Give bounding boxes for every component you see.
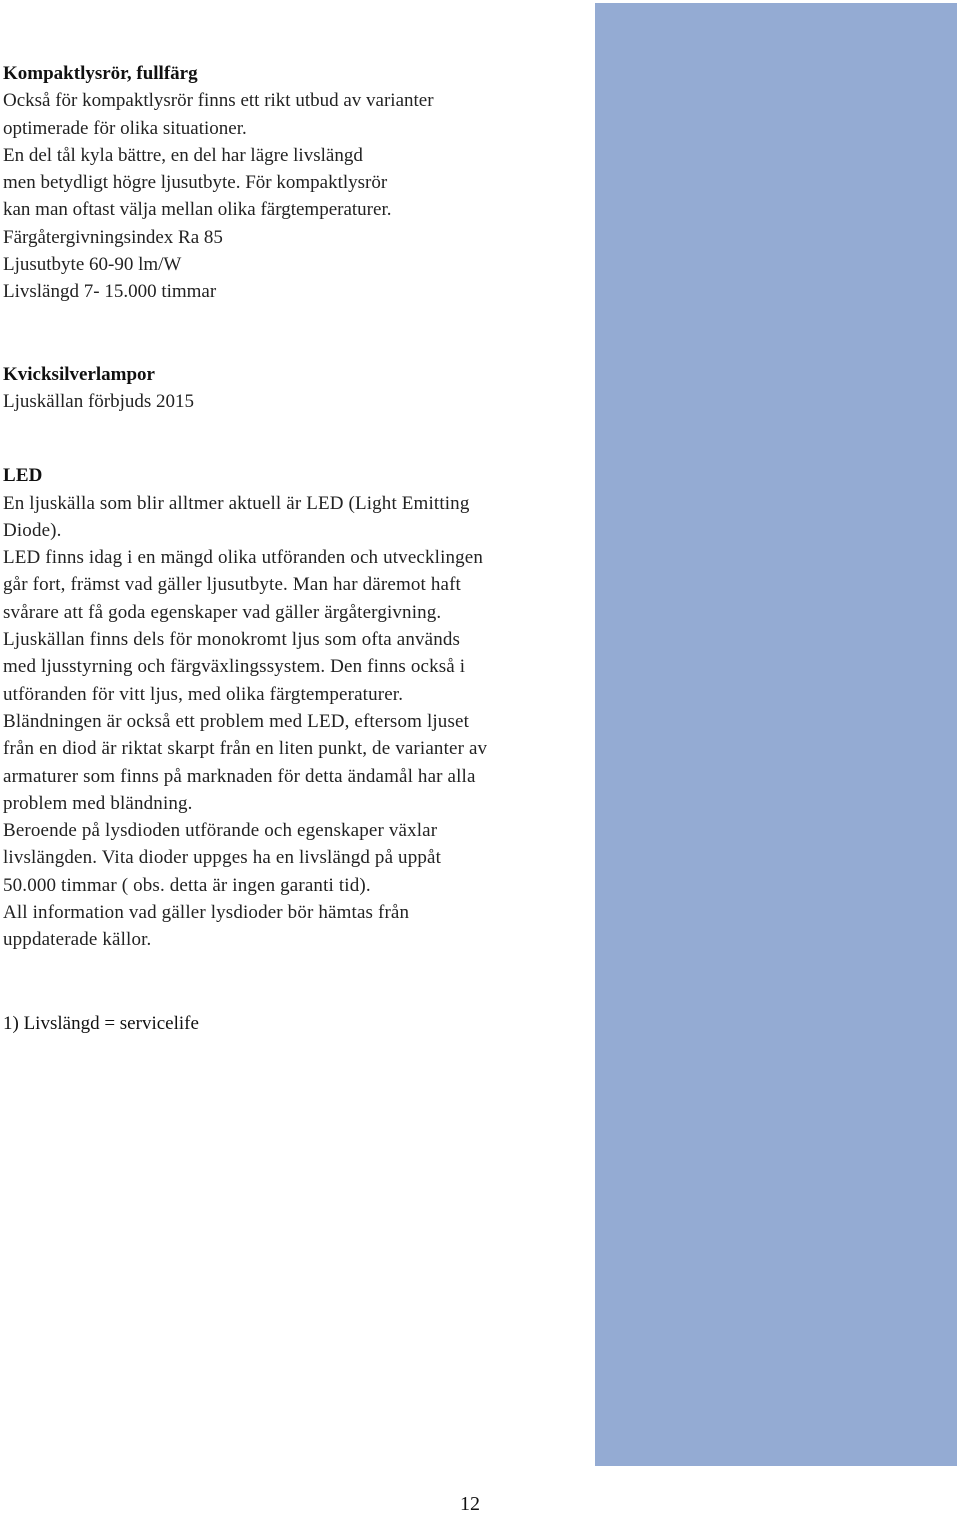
paragraph-line: En del tål kyla bättre, en del har lägre livslängd <box>3 144 363 166</box>
paragraph-line: uppdaterade källor. <box>3 929 152 951</box>
paragraph-line: med ljusstyrning och färgväxlingssystem. Den finns också i <box>3 656 466 678</box>
paragraph-line: kan man oftast välja mellan olika färgtemperaturer. <box>3 199 392 221</box>
paragraph-line: går fort, främst vad gäller ljusutbyte. Man har däremot haft <box>3 574 461 596</box>
paragraph-line: svårare att få goda egenskaper vad gäller ärgåtergivning. <box>3 601 442 623</box>
spec-luminous-efficacy: Ljusutbyte 60-90 lm/W <box>3 254 182 276</box>
paragraph-line: optimerade för olika situationer. <box>3 117 247 139</box>
sidebar-color-panel <box>595 3 957 1466</box>
paragraph-line: Också för kompaktlysrör finns ett rikt utbud av varianter <box>3 90 434 112</box>
section-kvicksilverlampor <box>3 361 583 416</box>
spec-color-rendering: Färgåtergivningsindex Ra 85 <box>3 226 223 248</box>
paragraph-line: armaturer som finns på marknaden för detta ändamål har alla <box>3 765 476 787</box>
section-heading-kvicksilverlampor: Kvicksilverlampor <box>3 363 155 385</box>
paragraph-line: Ljuskällan finns dels för monokromt ljus som ofta används <box>3 629 461 651</box>
paragraph-line: Beroende på lysdioden utförande och egenskaper växlar <box>3 820 438 842</box>
page-number: 12 <box>460 1493 480 1515</box>
spec-lifetime: Livslängd 7- 15.000 timmar <box>3 281 217 303</box>
section-led <box>3 462 583 953</box>
section-kompaktlysror <box>3 60 583 306</box>
paragraph-line: livslängden. Vita dioder uppges ha en livslängd på uppåt <box>3 847 442 869</box>
section-heading-kompaktlysror: Kompaktlysrör, fullfärg <box>3 63 198 84</box>
paragraph-line: LED finns idag i en mängd olika utföranden och utvecklingen <box>3 547 484 569</box>
paragraph-line: All information vad gäller lysdioder bör hämtas från <box>3 902 410 924</box>
paragraph-line: 50.000 timmar ( obs. detta är ingen garanti tid). <box>3 874 371 896</box>
page-content <box>3 60 583 1037</box>
paragraph-line: utföranden för vitt ljus, med olika färgtemperaturer. <box>3 683 404 705</box>
section-heading-led: LED <box>3 465 43 487</box>
paragraph-line: problem med bländning. <box>3 792 193 814</box>
paragraph-line: Diode). <box>3 519 62 541</box>
paragraph-line: En ljuskälla som blir alltmer aktuell är LED (Light Emitting <box>3 492 470 514</box>
paragraph-line: från en diod är riktat skarpt från en liten punkt, de varianter av <box>3 738 488 760</box>
paragraph-line: men betydligt högre ljusutbyte. För kompaktlysrör <box>3 172 388 194</box>
paragraph-line: Bländningen är också ett problem med LED, eftersom ljuset <box>3 710 470 732</box>
footnote: 1) Livslängd = servicelife <box>3 1012 199 1034</box>
paragraph-line: Ljuskällan förbjuds 2015 <box>3 390 195 412</box>
